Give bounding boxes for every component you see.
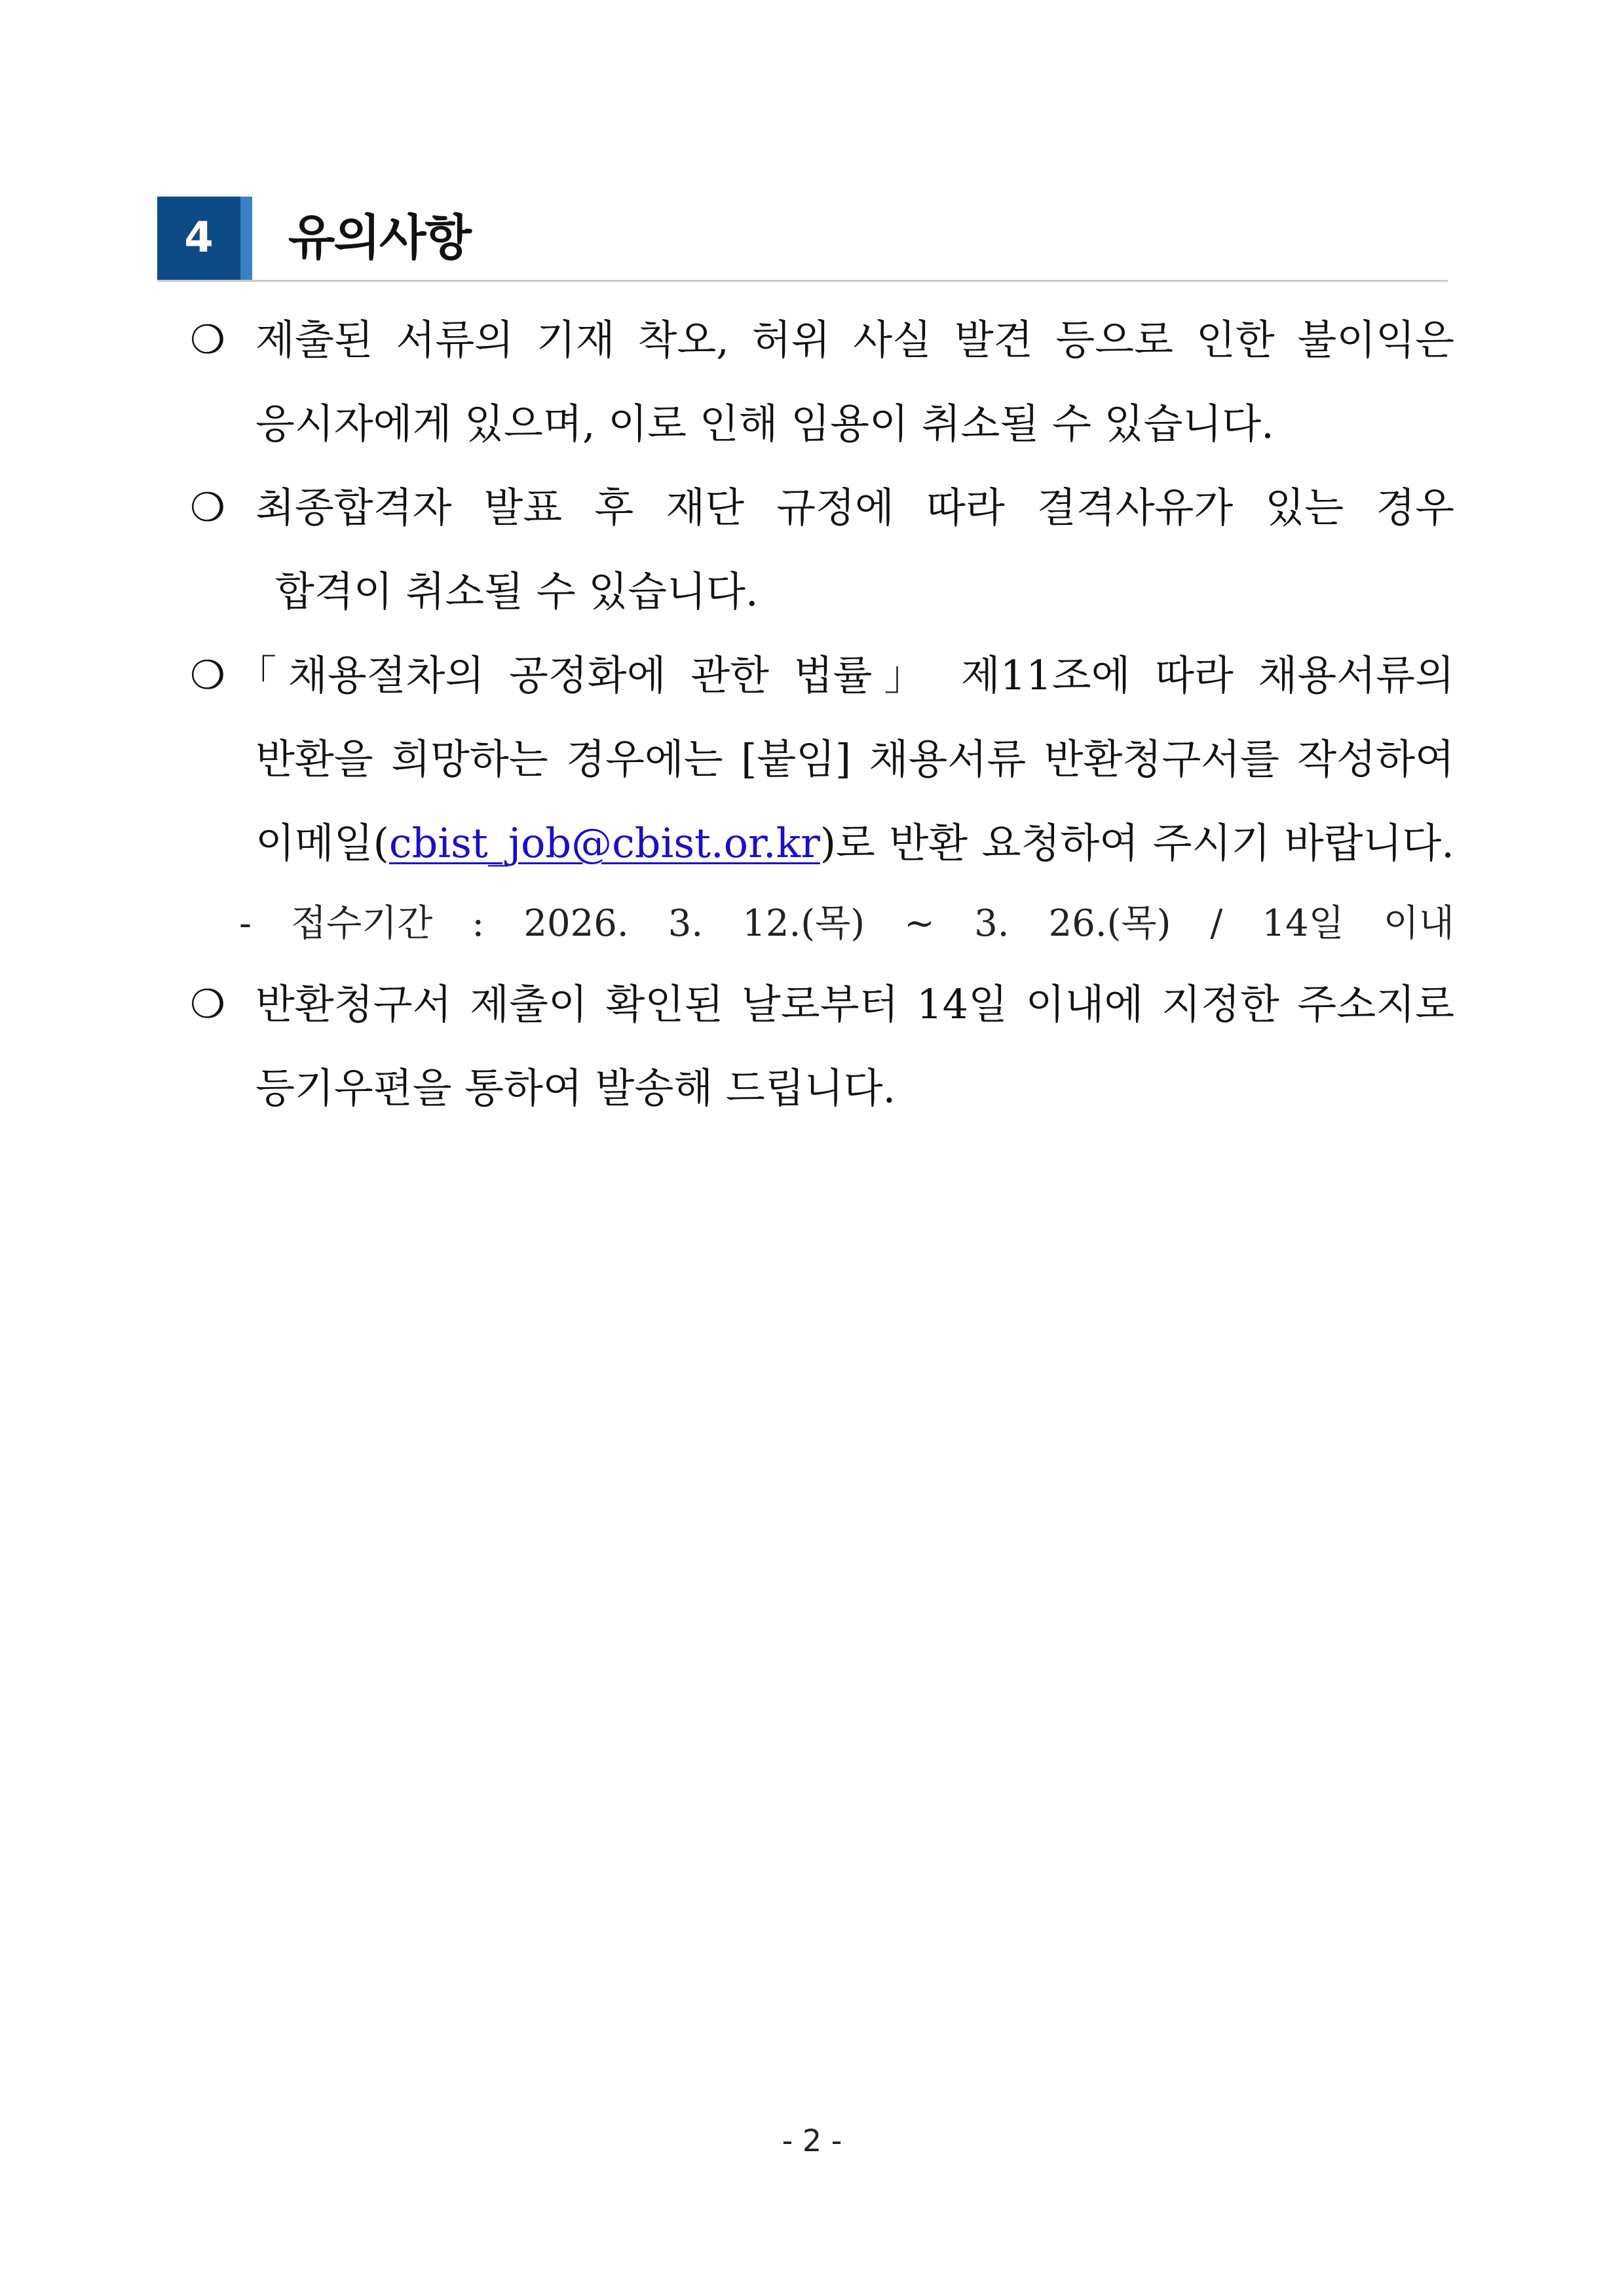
notice-item-3-line-1: 「채용절차의 공정화에 관한 법률」 제11조에 따라 채용서류의 [236, 651, 1454, 699]
notice-item-2-line-1: 최종합격자 발표 후 재단 규정에 따라 결격사유가 있는 경우 [255, 484, 1454, 531]
section-title: 유의사항 [288, 210, 470, 266]
section-number-badge: 4 [157, 197, 240, 280]
notice-item-4 [190, 963, 1454, 1130]
notice-item-1-line-1: 제출된 서류의 기재 착오, 허위 사실 발견 등으로 인한 불이익은 [255, 316, 1454, 364]
notice-item-1-line-2: 응시자에게 있으며, 이로 인해 임용이 취소될 수 있습니다. [255, 400, 1274, 448]
notice-item-2-line-2: 합격이 취소될 수 있습니다. [275, 567, 759, 615]
circle-bullet-icon: ❍ [190, 982, 225, 1027]
circle-bullet-icon: ❍ [190, 653, 225, 698]
circle-bullet-icon: ❍ [190, 317, 225, 363]
email-link[interactable]: cbist_job@cbist.or.kr [388, 819, 820, 867]
page-number: - 2 - [782, 2123, 842, 2158]
notice-item-2 [190, 466, 1454, 634]
section-badge-accent [240, 197, 252, 280]
submission-period: - 접수기간 : 2026. 3. 12.(목) ~ 3. 26.(목) / 14일 이내 [239, 902, 1454, 945]
notice-item-3-line-2: 반환을 희망하는 경우에는 [붙임] 채용서류 반환청구서를 작성하여 [255, 735, 1454, 783]
notice-list [190, 298, 1454, 1130]
section-divider [157, 280, 1448, 282]
notice-item-3 [190, 634, 1454, 963]
circle-bullet-icon: ❍ [190, 485, 225, 531]
notice-item-3-line-3 [236, 801, 1454, 885]
notice-item-4-line-2: 등기우편을 통하여 발송해 드립니다. [255, 1064, 896, 1112]
section-header [157, 197, 1448, 282]
email-suffix: )로 반환 요청하여 주시기 바랍니다. [820, 819, 1454, 867]
email-prefix: 이메일( [255, 819, 389, 867]
notice-item-4-line-1: 반환청구서 제출이 확인된 날로부터 14일 이내에 지정한 주소지로 [255, 980, 1454, 1028]
notice-item-1 [190, 298, 1454, 466]
